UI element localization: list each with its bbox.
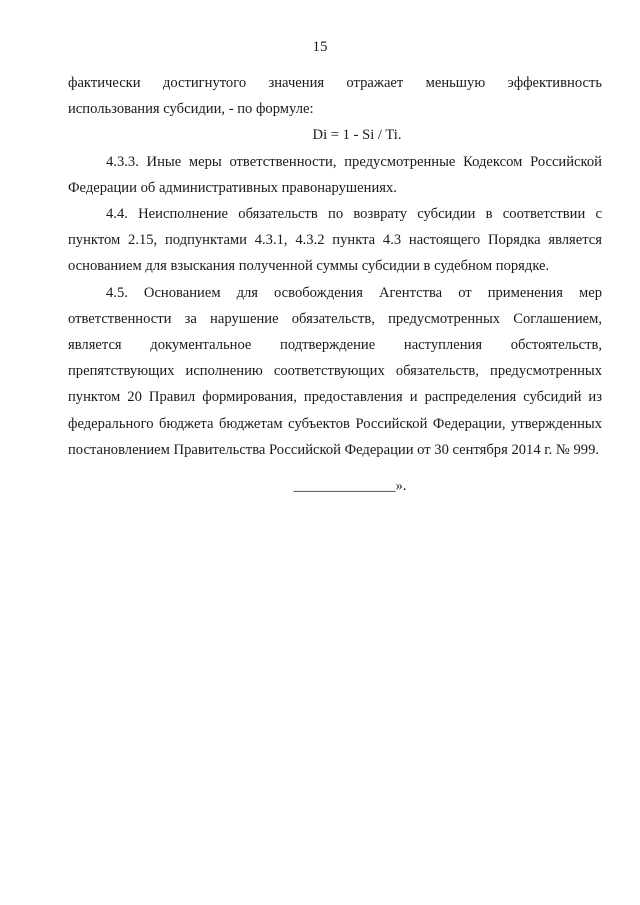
paragraph-4-4: 4.4. Неисполнение обязательств по возврату субсидии в соответствии с пунктом 2.15, подпунктами 4.3.1, 4.3.2 пункта 4.3 настоящего Порядка является основанием для взыскания полученной суммы субсидии в судебном порядке.: [68, 206, 602, 275]
page-number: 15: [312, 39, 328, 55]
paragraph-4-3-3: 4.3.3. Иные меры ответственности, предусмотренные Кодексом Российской Федерации об административных правонарушениях.: [68, 153, 602, 196]
closing-line: ______________».: [293, 478, 407, 495]
paragraph-continuation: фактически достигнутого значения отражает меньшую эффективность использования субсидии, - по формуле:: [68, 75, 602, 118]
document-body: [68, 70, 602, 499]
paragraph-4-5: 4.5. Основанием для освобождения Агентства от применения мер ответственности за нарушение обязательств, предусмотренных Соглашением, является документальное подтверждение наступления обстоятельств, препятствующих исполнению соответствующих обязательств, предусмотренных пунктом 20 Правил формирования, предоставления и распределения субсидий из федерального бюджета бюджетам субъектов Российской Федерации, утвержденных постановлением Правительства Российской Федерации от 30 сентября 2014 г. № 999.: [68, 284, 602, 458]
formula: Di = 1 - Si / Ti.: [312, 127, 402, 144]
